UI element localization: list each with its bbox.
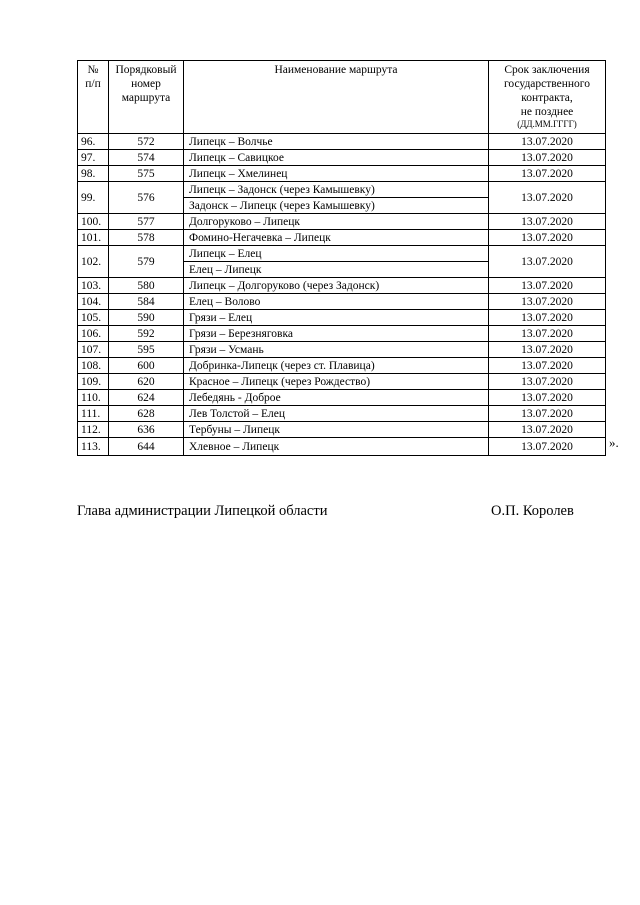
table-row [78, 422, 606, 438]
contract-date: 13.07.2020 [489, 278, 606, 294]
route-name: Грязи – Елец [184, 310, 489, 326]
table-row [78, 246, 606, 262]
header-no [78, 61, 109, 134]
signature-title: Глава администрации Липецкой области [77, 503, 328, 519]
contract-date: 13.07.2020 [489, 422, 606, 438]
header-name-text: Наименование маршрута [274, 64, 398, 76]
row-number: 106. [78, 326, 109, 342]
route-number: 636 [109, 422, 184, 438]
route-number: 577 [109, 214, 184, 230]
contract-date: 13.07.2020 [489, 150, 606, 166]
route-name: Тербуны – Липецк [184, 422, 489, 438]
table-row [78, 230, 606, 246]
row-number: 97. [78, 150, 109, 166]
table-row [78, 390, 606, 406]
route-number: 620 [109, 374, 184, 390]
route-number: 574 [109, 150, 184, 166]
contract-date: 13.07.2020 [489, 310, 606, 326]
header-route-name [184, 61, 489, 134]
route-number: 575 [109, 166, 184, 182]
route-name: Лебедянь - Доброе [184, 390, 489, 406]
row-number: 112. [78, 422, 109, 438]
route-name: Липецк – Волчье [184, 134, 489, 150]
route-number: 600 [109, 358, 184, 374]
table-row [78, 214, 606, 230]
contract-date: 13.07.2020 [489, 374, 606, 390]
contract-date: 13.07.2020 [489, 294, 606, 310]
header-date-line2: государственного [504, 78, 590, 90]
header-route-number [109, 61, 184, 134]
route-name: Липецк – Елец [184, 246, 489, 262]
row-number: 99. [78, 182, 109, 214]
header-date-format: (ДД.ММ.ГГГГ) [517, 119, 577, 129]
route-number: 580 [109, 278, 184, 294]
table-row [78, 278, 606, 294]
route-name: Грязи – Усмань [184, 342, 489, 358]
route-name: Липецк – Савицкое [184, 150, 489, 166]
row-number: 102. [78, 246, 109, 278]
route-number: 579 [109, 246, 184, 278]
route-name: Добринка-Липецк (через ст. Плавица) [184, 358, 489, 374]
contract-date: 13.07.2020 [489, 166, 606, 182]
route-number: 624 [109, 390, 184, 406]
route-name: Грязи – Березняговка [184, 326, 489, 342]
route-number: 578 [109, 230, 184, 246]
contract-date: 13.07.2020 [489, 438, 606, 456]
route-name: Елец – Липецк [184, 262, 489, 278]
header-num-line2: номер [131, 78, 161, 90]
route-number: 644 [109, 438, 184, 456]
signature-name: О.П. Королев [491, 503, 574, 519]
header-contract-date [489, 61, 606, 134]
table-row [78, 326, 606, 342]
table-row [78, 374, 606, 390]
route-name: Липецк – Долгоруково (через Задонск) [184, 278, 489, 294]
header-date-line3: контракта, [521, 92, 573, 104]
route-name: Долгоруково – Липецк [184, 214, 489, 230]
header-date-line1: Срок заключения [504, 64, 590, 76]
row-number: 109. [78, 374, 109, 390]
table-row [78, 294, 606, 310]
header-no-line2: п/п [85, 78, 101, 90]
route-number: 584 [109, 294, 184, 310]
table-row [78, 166, 606, 182]
routes-table [77, 60, 606, 456]
row-number: 103. [78, 278, 109, 294]
route-name: Лев Толстой – Елец [184, 406, 489, 422]
table-row [78, 134, 606, 150]
table-row [78, 150, 606, 166]
row-number: 98. [78, 166, 109, 182]
contract-date: 13.07.2020 [489, 230, 606, 246]
contract-date: 13.07.2020 [489, 342, 606, 358]
row-number: 104. [78, 294, 109, 310]
contract-date: 13.07.2020 [489, 406, 606, 422]
route-name: Липецк – Задонск (через Камышевку) [184, 182, 489, 198]
header-num-line3: маршрута [121, 92, 171, 104]
contract-date: 13.07.2020 [489, 326, 606, 342]
route-name: Елец – Волово [184, 294, 489, 310]
route-number: 592 [109, 326, 184, 342]
table-body [78, 134, 606, 456]
route-number: 628 [109, 406, 184, 422]
route-name: Задонск – Липецк (через Камышевку) [184, 198, 489, 214]
row-number: 110. [78, 390, 109, 406]
row-number: 101. [78, 230, 109, 246]
contract-date: 13.07.2020 [489, 182, 606, 214]
table-row [78, 310, 606, 326]
table-row [78, 358, 606, 374]
row-number: 108. [78, 358, 109, 374]
route-number: 590 [109, 310, 184, 326]
route-number: 576 [109, 182, 184, 214]
route-number: 572 [109, 134, 184, 150]
table-header-row [78, 61, 606, 134]
row-number: 113. [78, 438, 109, 456]
row-number: 105. [78, 310, 109, 326]
row-number: 96. [78, 134, 109, 150]
row-number: 111. [78, 406, 109, 422]
contract-date: 13.07.2020 [489, 134, 606, 150]
route-name: Хлевное – Липецк [184, 438, 489, 456]
table-row [78, 342, 606, 358]
row-number: 100. [78, 214, 109, 230]
header-no-line1: № [87, 64, 99, 76]
contract-date: 13.07.2020 [489, 358, 606, 374]
table-row [78, 406, 606, 422]
route-name: Красное – Липецк (через Рождество) [184, 374, 489, 390]
contract-date: 13.07.2020 [489, 246, 606, 278]
route-name: Липецк – Хмелинец [184, 166, 489, 182]
route-number: 595 [109, 342, 184, 358]
header-num-line1: Порядковый [115, 64, 177, 76]
route-name: Фомино-Негачевка – Липецк [184, 230, 489, 246]
closing-quote: ». [609, 435, 619, 450]
contract-date: 13.07.2020 [489, 214, 606, 230]
header-date-line4: не позднее [520, 106, 574, 118]
row-number: 107. [78, 342, 109, 358]
table-row [78, 438, 606, 456]
table-row [78, 182, 606, 198]
contract-date: 13.07.2020 [489, 390, 606, 406]
